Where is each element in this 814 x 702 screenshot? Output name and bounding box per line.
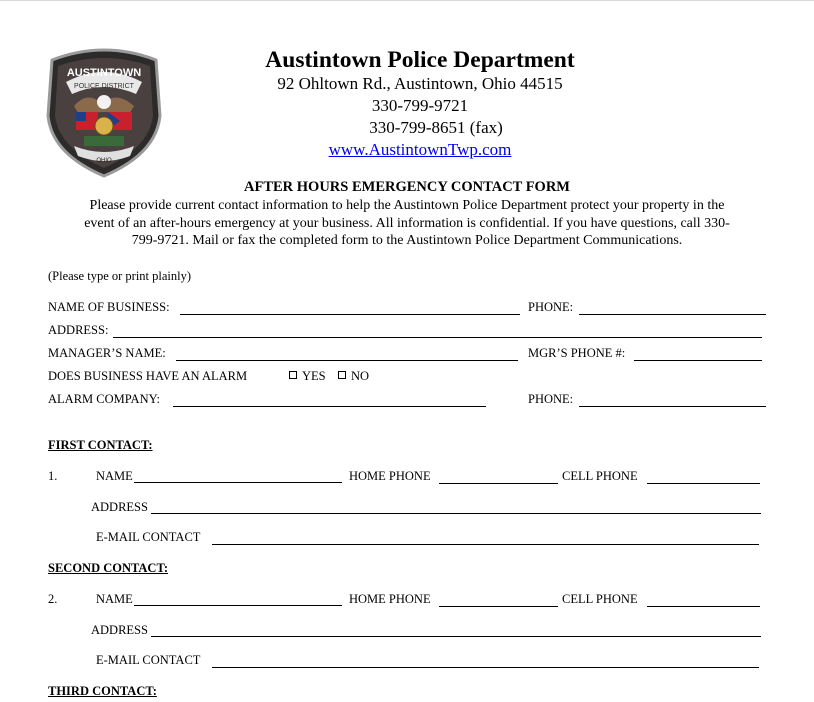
manager-name-field[interactable] — [176, 360, 518, 361]
contact-email-field[interactable] — [212, 544, 759, 545]
contact-address-field[interactable] — [151, 513, 761, 514]
first-contact-heading: FIRST CONTACT: — [48, 438, 153, 452]
contact-home-phone-field[interactable] — [439, 606, 558, 607]
alarm-no-option[interactable] — [338, 369, 369, 384]
form-instruction: (Please type or print plainly) — [48, 269, 192, 283]
business-phone-field[interactable] — [579, 314, 766, 315]
no-checkbox[interactable] — [338, 371, 346, 379]
intro-line: event of an after-hours emergency at your business. All information is confidential. If you have questions, call 330- — [84, 215, 730, 231]
no-label: NO — [351, 369, 370, 383]
contact-number: 2. — [48, 592, 58, 606]
contact-home-phone-label: HOME PHONE — [349, 592, 431, 606]
manager-phone-label: MGR’S PHONE #: — [528, 346, 626, 360]
contact-address-label: ADDRESS — [91, 500, 148, 514]
form-title: AFTER HOURS EMERGENCY CONTACT FORM — [244, 179, 570, 195]
contact-name-field[interactable] — [134, 605, 342, 606]
contact-address-label: ADDRESS — [91, 623, 148, 637]
alarm-question-label: DOES BUSINESS HAVE AN ALARM — [48, 369, 248, 383]
department-address: 92 Ohltown Rd., Austintown, Ohio 44515 — [277, 74, 563, 93]
business-name-label: NAME OF BUSINESS: — [48, 300, 170, 314]
manager-phone-field[interactable] — [634, 360, 762, 361]
alarm-yes-option[interactable] — [289, 369, 326, 384]
contact-name-label: NAME — [96, 592, 133, 606]
contact-cell-phone-label: CELL PHONE — [562, 469, 638, 483]
alarm-phone-field[interactable] — [579, 406, 766, 407]
contact-address-field[interactable] — [151, 636, 761, 637]
alarm-company-field[interactable] — [173, 406, 486, 407]
badge-bottom-text: OHIO — [96, 158, 112, 164]
yes-label: YES — [302, 369, 326, 383]
contact-home-phone-label: HOME PHONE — [349, 469, 431, 483]
intro-line: Please provide current contact information to help the Austintown Police Department protect your property in the — [89, 198, 725, 213]
alarm-phone-label: PHONE: — [528, 392, 574, 406]
alarm-company-label: ALARM COMPANY: — [48, 392, 160, 406]
contact-cell-phone-field[interactable] — [647, 483, 760, 484]
page-top-border — [0, 0, 814, 1]
badge-top-text: AUSTINTOWN — [66, 67, 142, 79]
contact-name-label: NAME — [96, 469, 133, 483]
contact-email-field[interactable] — [212, 667, 759, 668]
department-website-link[interactable]: www.AustintownTwp.com — [328, 140, 512, 159]
yes-checkbox[interactable] — [289, 371, 297, 379]
contact-home-phone-field[interactable] — [439, 483, 558, 484]
contact-cell-phone-label: CELL PHONE — [562, 592, 638, 606]
badge-sub-text: POLICE DISTRICT — [74, 83, 134, 90]
business-address-label: ADDRESS: — [48, 323, 109, 337]
contact-email-label: E-MAIL CONTACT — [96, 530, 201, 544]
manager-name-label: MANAGER’S NAME: — [48, 346, 166, 360]
third-contact-heading: THIRD CONTACT: — [48, 684, 157, 698]
business-phone-label: PHONE: — [528, 300, 574, 314]
form-intro — [40, 197, 774, 250]
business-name-field[interactable] — [180, 314, 520, 315]
department-phone: 330-799-9721 — [371, 96, 469, 115]
second-contact-heading: SECOND CONTACT: — [48, 561, 169, 575]
contact-number: 1. — [48, 469, 58, 483]
intro-line: 799-9721. Mail or fax the completed form to the Austintown Police Department Communications. — [131, 233, 683, 248]
department-fax: 330-799-8651 (fax) — [369, 118, 503, 137]
contact-name-field[interactable] — [134, 482, 342, 483]
department-title: Austintown Police Department — [265, 47, 575, 73]
business-address-field[interactable] — [113, 337, 762, 338]
contact-cell-phone-field[interactable] — [647, 606, 760, 607]
contact-email-label: E-MAIL CONTACT — [96, 653, 201, 667]
police-badge-icon — [44, 46, 164, 178]
